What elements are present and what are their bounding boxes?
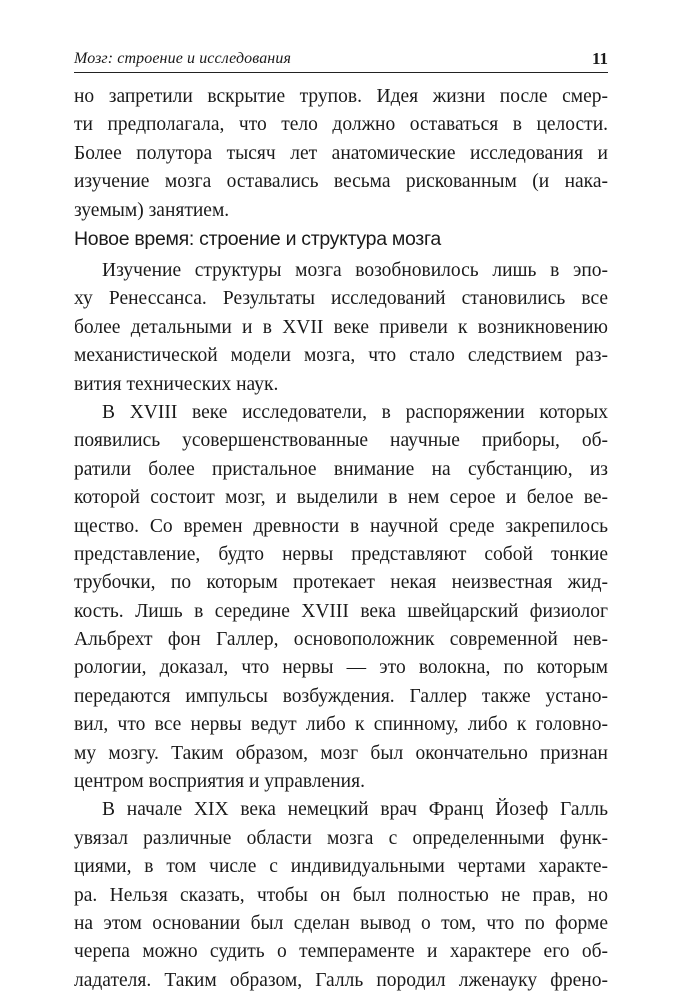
text-line: В XVIII веке исследователи, в распоряжении которых — [102, 401, 608, 423]
text-line: Более полутора тысяч лет анатомические исследования и — [74, 142, 608, 164]
text-line: ху Ренессанса. Результаты исследований становились все — [74, 288, 608, 310]
text-line: вил, что все нервы ведут либо к спинному, либо к головно- — [74, 714, 608, 736]
text-line: представление, будто нервы представляют собой тонкие — [74, 543, 608, 565]
running-header-title: Мозг: строение и исследования — [74, 50, 291, 67]
text-line: щество. Со времен древности в научной среде закрепилось — [74, 515, 608, 537]
text-line: центром восприятия и управления. — [74, 771, 365, 793]
text-line: но запретили вскрытие трупов. Идея жизни после смер- — [74, 86, 608, 107]
text-line: Альбрехт фон Галлер, основоположник современной нев- — [74, 629, 608, 651]
text-line: увязал различные области мозга с определенными функ- — [74, 827, 608, 849]
text-line: вития технических наук. — [74, 373, 279, 395]
text-line: Изучение структуры мозга возобновилось лишь в эпо- — [102, 260, 608, 281]
text-line: на этом основании был сделан вывод о том, что по форме — [74, 912, 608, 934]
text-line: передаются импульсы возбуждения. Галлер также устано- — [74, 685, 608, 707]
text-line: более детальными и в XVII веке привели к возникновению — [74, 316, 608, 338]
text-line: черепа можно судить о темпераменте и характере его об- — [74, 941, 608, 963]
text-line: му мозгу. Таким образом, мозг был окончательно признан — [74, 742, 608, 764]
page-number: 11 — [591, 49, 608, 68]
text-line: ти предполагала, что тело должно оставаться в целости. — [74, 114, 608, 136]
text-line: ратили более пристальное внимание на субстанцию, из — [74, 458, 608, 480]
text-line: изучение мозга оставались весьма рискованным (и нака- — [74, 171, 608, 193]
text-line: механистической модели мозга, что стало следствием раз- — [74, 345, 608, 367]
text-line: которой состоит мозг, и выделили в нем серое и белое ве- — [74, 487, 608, 509]
running-header — [74, 48, 608, 73]
section-heading: Новое время: строение и структура мозга — [74, 228, 441, 250]
text-line: ладателя. Таким образом, Галль породил лженауку френо- — [74, 969, 608, 991]
text-line: циями, в том числе с индивидуальными чертами характе- — [74, 856, 608, 878]
text-line: кость. Лишь в середине XVIII века швейцарский физиолог — [74, 600, 608, 622]
text-line: ра. Нельзя сказать, чтобы он был полностью не прав, но — [74, 884, 608, 906]
section-body — [74, 257, 608, 995]
text-line: В начале XIX века немецкий врач Франц Йозеф Галль — [102, 799, 608, 821]
text-line: рологии, доказал, что нервы — это волокна, по которым — [74, 657, 608, 679]
text-line: появились усовершенствованные научные приборы, об- — [74, 430, 608, 452]
paragraph-continuation — [74, 83, 608, 225]
text-line: зуемым) занятием. — [74, 199, 230, 221]
text-line: трубочки, по которым протекает некая неизвестная жид- — [74, 572, 608, 594]
